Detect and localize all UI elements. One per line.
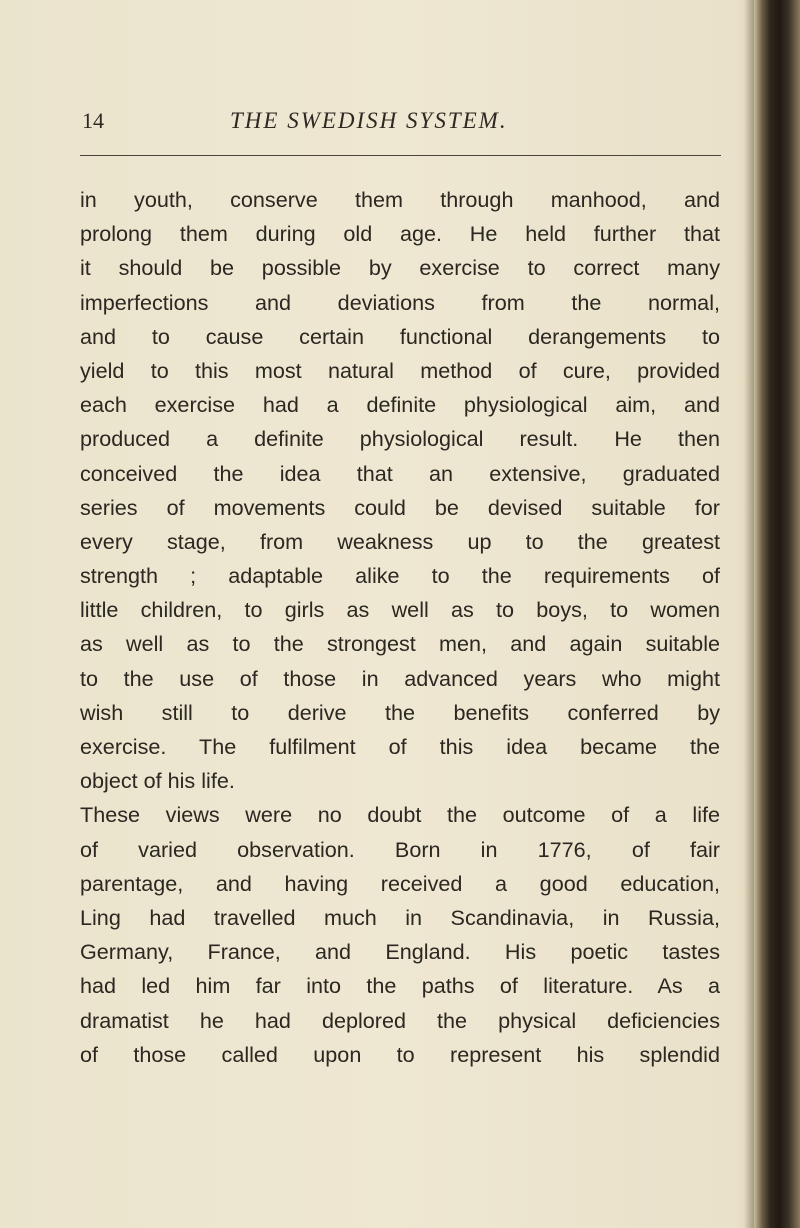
text-line: exercise. The fulfilment of this idea became the xyxy=(80,734,720,759)
text-line: in youth, conserve them through manhood, and xyxy=(80,187,720,212)
text-line: yield to this most natural method of cure, provided xyxy=(80,357,720,383)
book-spine xyxy=(754,0,800,1228)
text-line: strength ; adaptable alike to the requirements of xyxy=(80,563,720,589)
text-line: little children, to girls as well as to boys, to women xyxy=(80,597,720,623)
running-title: THE SWEDISH SYSTEM. xyxy=(230,108,508,133)
text-line: each exercise had a definite physiological aim, and xyxy=(80,392,720,418)
text-line: and to cause certain functional derangements to xyxy=(80,323,720,349)
text-line: prolong them during old age. He held further that xyxy=(80,221,720,247)
header-rule xyxy=(80,155,721,156)
text-line: of varied observation. Born in 1776, of fair xyxy=(80,836,720,862)
text-line: as well as to the strongest men, and again suitable xyxy=(80,631,720,657)
text-line: series of movements could be devised suitable for xyxy=(80,494,720,520)
text-line: had led him far into the paths of literature. As a xyxy=(80,973,720,999)
page-header xyxy=(80,108,720,148)
text-line: parentage, and having received a good education, xyxy=(80,870,720,896)
text-line: it should be possible by exercise to correct many xyxy=(80,255,720,281)
text-line: imperfections and deviations from the normal, xyxy=(80,289,720,315)
text-line: of those called upon to represent his splendid xyxy=(80,1041,720,1067)
text-line: Ling had travelled much in Scandinavia, in Russia, xyxy=(80,904,720,930)
page-number: 14 xyxy=(82,108,104,133)
text-line: wish still to derive the benefits conferred by xyxy=(80,699,720,725)
text-line: These views were no doubt the outcome of a life xyxy=(80,802,720,828)
text-line: every stage, from weakness up to the greatest xyxy=(80,528,720,554)
text-line: object of his life. xyxy=(80,768,235,794)
text-line: dramatist he had deplored the physical deficiencies xyxy=(80,1007,720,1033)
text-line: to the use of those in advanced years who might xyxy=(80,665,720,691)
spine-shadow xyxy=(744,0,754,1228)
body-text xyxy=(80,183,720,1072)
text-line: conceived the idea that an extensive, graduated xyxy=(80,460,720,486)
text-line: Germany, France, and England. His poetic tastes xyxy=(80,939,720,965)
text-line: produced a definite physiological result. He then xyxy=(80,426,720,452)
